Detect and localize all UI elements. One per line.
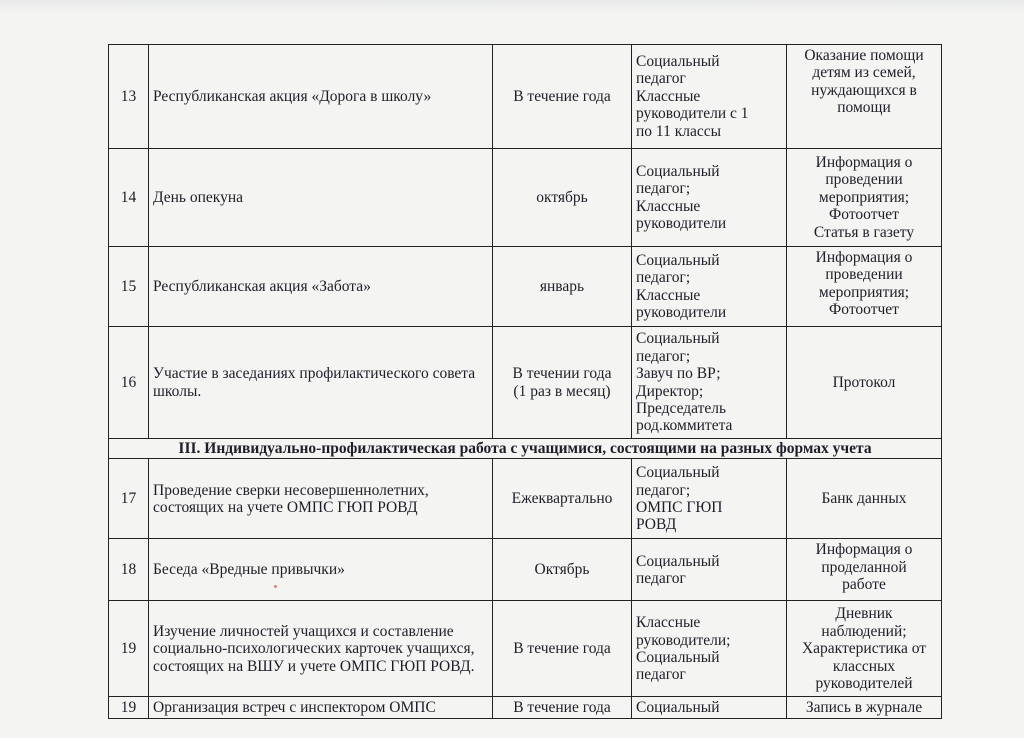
responsible-line: педагог (636, 70, 686, 88)
event-cell: Республиканская акция «Забота» (149, 247, 493, 327)
responsible-cell (632, 459, 787, 539)
result-line: Статья в газету (813, 223, 915, 241)
result-line: Банк данных (821, 490, 907, 508)
result-line: Информация о (815, 154, 913, 172)
row-number: 16 (109, 327, 149, 439)
result-line: мероприятия; (818, 188, 910, 206)
responsible-line: Классные (636, 286, 701, 304)
responsible-line: Классные (636, 87, 701, 105)
responsible-line: руководители; (636, 631, 731, 649)
row-number: 18 (109, 539, 149, 601)
date-cell: Октябрь (493, 539, 632, 601)
responsible-line: РОВД (636, 516, 677, 534)
date-line: (1 раз в месяц) (513, 382, 611, 400)
result-line: наблюдений; (821, 622, 907, 640)
responsible-line: педагог; (636, 269, 691, 287)
row-number: 17 (109, 459, 149, 539)
date-cell: В течение года (493, 697, 632, 719)
result-line: Дневник (835, 605, 893, 623)
responsible-line: педагог; (636, 481, 691, 499)
result-line: нуждающихся в (811, 81, 917, 99)
result-cell (787, 327, 942, 439)
responsible-line: Социальный (636, 552, 720, 570)
result-line: Оказание помощи (804, 47, 924, 64)
table-row (109, 247, 942, 327)
responsible-line: Социальный (636, 464, 720, 482)
result-line: Характеристика от (801, 640, 927, 658)
responsible-line: по 11 классы (636, 122, 722, 140)
date-line: В течении года (512, 365, 612, 383)
responsible-line: Социальный (636, 53, 720, 71)
responsible-cell (632, 539, 787, 601)
table-row (109, 459, 942, 539)
row-number: 13 (109, 45, 149, 149)
result-cell (787, 601, 942, 697)
responsible-cell (632, 697, 787, 719)
table-row (109, 149, 942, 247)
table-row (109, 601, 942, 697)
result-line: классных (832, 657, 896, 675)
result-line: проведении (825, 266, 903, 284)
responsible-line: Социальный (636, 162, 720, 180)
event-cell: Изучение личностей учащихся и составление социально-психологических карточек учащихся, состоящих на ВШУ и учете ОМПС ГЮП РОВД. (149, 601, 493, 697)
responsible-line: Классные (636, 614, 701, 632)
section-row (109, 439, 942, 459)
date-cell: январь (493, 247, 632, 327)
result-line: проведении (825, 171, 903, 189)
date-cell: В течение года (493, 601, 632, 697)
result-line: руководителей (815, 674, 913, 692)
responsible-cell (632, 45, 787, 149)
result-cell (787, 45, 942, 149)
result-line: детям из семей, (812, 64, 916, 82)
scan-speck (274, 585, 277, 588)
result-line: Фотоотчет (829, 301, 899, 319)
event-cell: Республиканская акция «Дорога в школу» (149, 45, 493, 149)
responsible-line: Классные (636, 197, 701, 215)
row-number: 19 (109, 697, 149, 719)
responsible-cell (632, 327, 787, 439)
result-line: Фотоотчет (829, 206, 899, 224)
result-line: Информация о (815, 249, 913, 266)
responsible-cell (632, 247, 787, 327)
responsible-line: Социальный (636, 330, 720, 348)
event-cell: День опекуна (149, 149, 493, 247)
table-row (109, 697, 942, 719)
date-cell: октябрь (493, 149, 632, 247)
responsible-line: педагог; (636, 347, 691, 365)
result-cell (787, 459, 942, 539)
responsible-cell (632, 149, 787, 247)
result-cell (787, 149, 942, 247)
result-line: Запись в журнале (805, 699, 923, 717)
responsible-line: Завуч по ВР; (636, 365, 721, 383)
responsible-line: руководители с 1 (636, 105, 749, 123)
result-line: работе (842, 576, 886, 594)
responsible-line: педагог (636, 569, 686, 587)
result-line: помощи (837, 99, 891, 117)
scan-edge (0, 0, 1024, 14)
responsible-line: руководители (636, 303, 727, 321)
result-line: проделанной (821, 558, 907, 576)
event-cell: Организация встреч с инспектором ОМПС (149, 697, 493, 719)
event-cell: Беседа «Вредные привычки» (149, 539, 493, 601)
responsible-line: Социальный (636, 648, 720, 666)
row-number: 15 (109, 247, 149, 327)
plan-table (108, 44, 942, 719)
responsible-line: Директор; (636, 382, 704, 400)
date-cell: В течение года (493, 45, 632, 149)
responsible-line: педагог (636, 666, 686, 684)
result-cell (787, 539, 942, 601)
responsible-line: педагог; (636, 180, 691, 198)
row-number: 19 (109, 601, 149, 697)
responsible-line: Председатель (636, 399, 727, 417)
row-number: 14 (109, 149, 149, 247)
table-row (109, 45, 942, 149)
table-row (109, 327, 942, 439)
responsible-cell (632, 601, 787, 697)
result-line: Протокол (832, 373, 896, 391)
result-cell (787, 247, 942, 327)
responsible-line: руководители (636, 214, 727, 232)
date-cell: Ежеквартально (493, 459, 632, 539)
event-cell: Проведение сверки несовершеннолетних, состоящих на учете ОМПС ГЮП РОВД (149, 459, 493, 539)
section-header: III. Индивидуально-профилактическая работа с учащимися, состоящими на разных формах учета (109, 439, 942, 459)
responsible-line: Социальный (636, 699, 720, 717)
responsible-line: Социальный (636, 251, 720, 269)
event-cell: Участие в заседаниях профилактического совета школы. (149, 327, 493, 439)
table-row (109, 539, 942, 601)
result-cell (787, 697, 942, 719)
responsible-line: ОМПС ГЮП (636, 498, 723, 516)
date-cell (493, 327, 632, 439)
responsible-line: род.коммитета (636, 417, 733, 435)
result-line: мероприятия; (818, 283, 910, 301)
result-line: Информация о (815, 541, 913, 559)
